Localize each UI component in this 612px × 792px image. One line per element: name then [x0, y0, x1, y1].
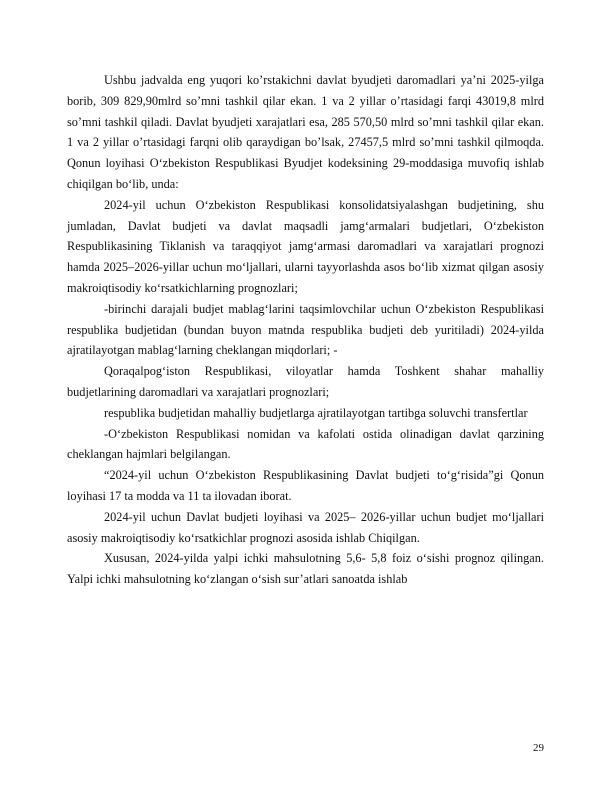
document-body — [67, 70, 544, 590]
paragraph-state-debt: -O‘zbekiston Respublikasi nomidan va kafolati ostida olinadigan davlat qarzining cheklangan hajmlari belgilangan. — [67, 426, 544, 462]
page-number: 29 — [533, 742, 544, 754]
paragraph-budget-table: Ushbu jadvalda eng yuqori ko’rstakichni davlat byudjeti daromadlari ya’ni 2025-yilga borib, 309 829,90mlrd so’mni tashkil qilar ekan. 1 va 2 yillar o’rtasidagi farqi 43019,8 mlrd so’mni tashkil qiladi. Davlat byudjeti xarajatlari esa, 285 570,50 mlrd so’mni tashkil qilar ekan. 1 va 2 yillar o’rtasidagi farqni olib qaraydigan bo’lsak, 27457,5 mlrd so’mni tashkil qilmoqda. Qonun loyihasi O‘zbekiston Respublikasi Byudjet kodeksining 29-moddasiga muvofiq ishlab chiqilgan bo‘lib, unda: — [67, 73, 544, 191]
paragraph-law-structure: “2024-yil uchun O‘zbekiston Respublikasining Davlat budjeti to‘g‘risida”gi Qonun loyihasi 17 ta modda va 11 ta ilovadan iborat. — [67, 468, 544, 503]
paragraph-gdp-growth: Xususan, 2024-yilda yalpi ichki mahsulotning 5,6- 5,8 foiz o‘sishi prognoz qilingan. Yalpi ichki mahsulotning ko‘zlangan o‘sish sur’atlari sanoatda ishlab — [67, 551, 544, 587]
paragraph-budget-draft: 2024-yil uchun Davlat budjeti loyihasi va 2025– 2026-yillar uchun budjet mo‘ljallari asosiy makroiqtisodiy ko‘rsatkichlar prognozi asosida ishlab Chiqilgan. — [67, 509, 544, 545]
paragraph-regulatory-transfers: respublika budjetidan mahalliy budjetlarga ajratilayotgan tartibga soluvchi transfertlar — [104, 405, 528, 420]
paragraph-consolidated-budget: 2024-yil uchun O‘zbekiston Respublikasi konsolidatsiyalashgan budjetining, shu jumladan, Davlat budjeti va davlat maqsadli jamg‘armalari budjetlari, O‘zbekiston Respublikasining Tiklanish va taraqqiyot jamg‘armasi daromadlari va xarajatlari prognozi hamda 2025–2026-yillar uchun mo‘ljallari, ularni tayyorlashda asos bo‘lib xizmat qilgan asosiy makroiqtisodiy ko‘rsatkichlarning prognozlari; — [67, 197, 544, 295]
paragraph-first-level-allocators: -birinchi darajali budjet mablag‘larini taqsimlovchilar uchun O‘zbekiston Respublikasi respublika budjetidan (bundan buyon matnda respublika budjeti deb yuritiladi) 2024-yilda ajratilayotgan mablag‘larning cheklangan miqdorlari; - — [67, 301, 544, 358]
paragraph-local-budgets: Qoraqalpog‘iston Respublikasi, viloyatlar hamda Toshkent shahar mahalliy budjetlarining daromadlari va xarajatlari prognozlari; — [67, 364, 544, 399]
